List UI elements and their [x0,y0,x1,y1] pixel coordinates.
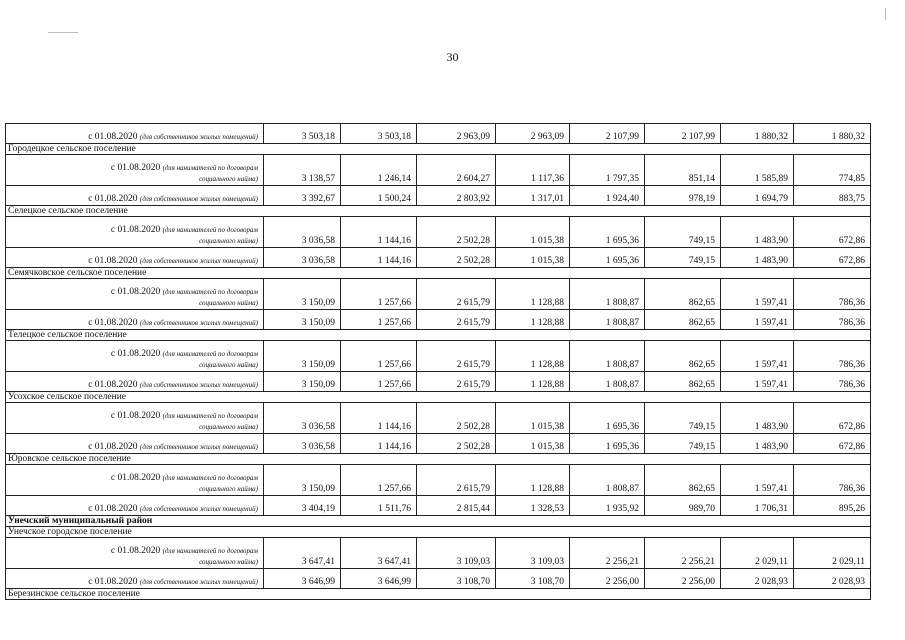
tariff-row [6,538,871,569]
value-cell: 862,65 [645,465,721,496]
category-note: (для собственников жилых помещений) [139,319,258,327]
row-label [6,341,264,372]
value-cell: 895,26 [794,496,871,516]
value-cell: 1 257,66 [341,341,417,372]
date-prefix: с 01.08.2020 [88,318,138,328]
value-cell: 2 615,79 [417,341,496,372]
value-cell: 1 880,32 [721,124,794,144]
value-cell: 1 128,88 [496,372,570,392]
value-cell: 3 108,70 [417,569,496,589]
category-note-continued: социального найма) [199,237,258,245]
category-note: (для нанимателей по договорам [162,547,258,555]
settlement-header-row [6,330,871,341]
settlement-header-row [6,454,871,465]
value-cell: 672,86 [794,248,871,268]
section-title: Селецкое сельское поселение [6,206,871,217]
row-label [6,186,264,206]
value-cell: 989,70 [645,496,721,516]
row-label [6,372,264,392]
value-cell: 1 808,87 [570,341,645,372]
section-title: Юровское сельское поселение [6,454,871,465]
value-cell: 1 144,16 [341,217,417,248]
value-cell: 749,15 [645,217,721,248]
tariff-row [6,465,871,496]
value-cell: 862,65 [645,372,721,392]
value-cell: 1 257,66 [341,310,417,330]
value-cell: 1 808,87 [570,279,645,310]
value-cell: 1 128,88 [496,465,570,496]
value-cell: 1 144,16 [341,434,417,454]
row-label [6,538,264,569]
date-prefix: с 01.08.2020 [88,256,138,266]
category-note: (для нанимателей по договорам [162,474,258,482]
value-cell: 1 015,38 [496,248,570,268]
category-note: (для нанимателей по договорам [162,226,258,234]
value-cell: 1 597,41 [721,465,794,496]
value-cell: 3 036,58 [264,403,341,434]
value-cell: 2 963,09 [496,124,570,144]
value-cell: 2 256,21 [570,538,645,569]
value-cell: 749,15 [645,403,721,434]
section-title: Городецкое сельское поселение [6,144,871,155]
value-cell: 2 502,28 [417,434,496,454]
value-cell: 1 808,87 [570,310,645,330]
date-prefix: с 01.08.2020 [110,349,161,359]
date-prefix: с 01.08.2020 [110,225,161,235]
value-cell: 3 150,09 [264,341,341,372]
value-cell: 1 808,87 [570,372,645,392]
value-cell: 1 483,90 [721,434,794,454]
value-cell: 1 483,90 [721,217,794,248]
settlement-header-row [6,527,871,538]
tariff-row [6,569,871,589]
tariff-row [6,217,871,248]
value-cell: 1 808,87 [570,465,645,496]
category-note-continued: социального найма) [199,423,258,431]
value-cell: 2 107,99 [645,124,721,144]
value-cell: 1 257,66 [341,279,417,310]
value-cell: 2 615,79 [417,465,496,496]
tariff-table [5,123,871,600]
value-cell: 774,85 [794,155,871,186]
tariff-row [6,372,871,392]
settlement-header-row [6,206,871,217]
value-cell: 3 036,58 [264,248,341,268]
value-cell: 1 695,36 [570,434,645,454]
row-label [6,279,264,310]
scan-mark [885,8,886,20]
value-cell: 3 138,57 [264,155,341,186]
value-cell: 1 935,92 [570,496,645,516]
category-note: (для собственников жилых помещений) [139,578,258,586]
value-cell: 1 597,41 [721,279,794,310]
value-cell: 2 256,21 [645,538,721,569]
value-cell: 2 029,11 [794,538,871,569]
value-cell: 1 695,36 [570,248,645,268]
value-cell: 1 483,90 [721,403,794,434]
date-prefix: с 01.08.2020 [88,577,138,587]
value-cell: 749,15 [645,434,721,454]
section-title: Телецкое сельское поселение [6,330,871,341]
tariff-row [6,496,871,516]
value-cell: 1 144,16 [341,403,417,434]
category-note: (для собственников жилых помещений) [139,381,258,389]
category-note: (для нанимателей по договорам [162,350,258,358]
value-cell: 1 511,76 [341,496,417,516]
value-cell: 2 502,28 [417,403,496,434]
value-cell: 2 815,44 [417,496,496,516]
section-title: Березинское сельское поселение [6,589,871,600]
value-cell: 1 328,53 [496,496,570,516]
settlement-header-row [6,268,871,279]
row-label [6,155,264,186]
category-note: (для собственников жилых помещений) [139,443,258,451]
value-cell: 2 615,79 [417,279,496,310]
value-cell: 3 150,09 [264,465,341,496]
tariff-row [6,310,871,330]
value-cell: 1 585,89 [721,155,794,186]
value-cell: 1 500,24 [341,186,417,206]
value-cell: 1 597,41 [721,372,794,392]
value-cell: 2 028,93 [794,569,871,589]
value-cell: 3 109,03 [496,538,570,569]
value-cell: 1 257,66 [341,372,417,392]
value-cell: 2 963,09 [417,124,496,144]
value-cell: 1 144,16 [341,248,417,268]
value-cell: 749,15 [645,248,721,268]
settlement-header-row [6,589,871,600]
value-cell: 3 404,19 [264,496,341,516]
value-cell: 862,65 [645,279,721,310]
date-prefix: с 01.08.2020 [110,163,161,173]
page-number: 30 [446,50,459,64]
value-cell: 1 117,36 [496,155,570,186]
settlement-header-row [6,144,871,155]
section-title: Унечское городское поселение [6,527,871,538]
value-cell: 3 646,99 [264,569,341,589]
category-note: (для собственников жилых помещений) [139,505,258,513]
value-cell: 2 615,79 [417,372,496,392]
value-cell: 883,75 [794,186,871,206]
date-prefix: с 01.08.2020 [110,473,161,483]
row-label [6,217,264,248]
category-note-continued: социального найма) [199,361,258,369]
tariff-row [6,403,871,434]
date-prefix: с 01.08.2020 [88,132,138,142]
value-cell: 3 036,58 [264,217,341,248]
tariff-table-body [6,124,871,600]
value-cell: 1 797,35 [570,155,645,186]
value-cell: 1 695,36 [570,403,645,434]
category-note: (для нанимателей по договорам [162,288,258,296]
district-header-row [6,516,871,527]
value-cell: 1 483,90 [721,248,794,268]
tariff-row [6,186,871,206]
section-title: Семячковское сельское поселение [6,268,871,279]
value-cell: 1 128,88 [496,310,570,330]
category-note: (для собственников жилых помещений) [139,195,258,203]
row-label [6,569,264,589]
section-title: Унечский муниципальный район [6,516,871,527]
tariff-row [6,155,871,186]
value-cell: 3 392,67 [264,186,341,206]
row-label [6,434,264,454]
value-cell: 672,86 [794,434,871,454]
tariff-row [6,248,871,268]
row-label [6,496,264,516]
value-cell: 2 502,28 [417,248,496,268]
value-cell: 3 503,18 [264,124,341,144]
value-cell: 1 246,14 [341,155,417,186]
value-cell: 2 502,28 [417,217,496,248]
value-cell: 672,86 [794,217,871,248]
value-cell: 786,36 [794,341,871,372]
value-cell: 786,36 [794,310,871,330]
date-prefix: с 01.08.2020 [88,442,138,452]
value-cell: 786,36 [794,279,871,310]
value-cell: 2 604,27 [417,155,496,186]
value-cell: 862,65 [645,341,721,372]
value-cell: 3 646,99 [341,569,417,589]
value-cell: 3 109,03 [417,538,496,569]
value-cell: 1 597,41 [721,341,794,372]
date-prefix: с 01.08.2020 [88,194,138,204]
category-note: (для собственников жилых помещений) [139,257,258,265]
value-cell: 2 615,79 [417,310,496,330]
date-prefix: с 01.08.2020 [88,504,138,514]
value-cell: 1 257,66 [341,465,417,496]
value-cell: 1 597,41 [721,310,794,330]
category-note-continued: социального найма) [199,558,258,566]
value-cell: 3 036,58 [264,434,341,454]
row-label [6,124,264,144]
date-prefix: с 01.08.2020 [110,546,161,556]
value-cell: 3 150,09 [264,310,341,330]
row-label [6,403,264,434]
row-label [6,248,264,268]
value-cell: 1 924,40 [570,186,645,206]
tariff-row [6,434,871,454]
value-cell: 1 015,38 [496,217,570,248]
category-note-continued: социального найма) [199,485,258,493]
value-cell: 978,19 [645,186,721,206]
scan-mark [48,32,78,33]
settlement-header-row [6,392,871,403]
section-title: Усохское сельское поселение [6,392,871,403]
value-cell: 2 028,93 [721,569,794,589]
value-cell: 786,36 [794,372,871,392]
value-cell: 862,65 [645,310,721,330]
value-cell: 1 317,01 [496,186,570,206]
value-cell: 3 503,18 [341,124,417,144]
date-prefix: с 01.08.2020 [88,380,138,390]
value-cell: 2 029,11 [721,538,794,569]
row-label [6,310,264,330]
category-note: (для собственников жилых помещений) [139,133,258,141]
value-cell: 1 695,36 [570,217,645,248]
value-cell: 1 128,88 [496,279,570,310]
value-cell: 1 880,32 [794,124,871,144]
value-cell: 1 015,38 [496,403,570,434]
value-cell: 2 256,00 [645,569,721,589]
value-cell: 1 015,38 [496,434,570,454]
date-prefix: с 01.08.2020 [110,411,161,421]
category-note: (для нанимателей по договорам [162,412,258,420]
value-cell: 3 150,09 [264,279,341,310]
value-cell: 786,36 [794,465,871,496]
value-cell: 2 803,92 [417,186,496,206]
value-cell: 2 107,99 [570,124,645,144]
value-cell: 851,14 [645,155,721,186]
value-cell: 1 694,79 [721,186,794,206]
category-note-continued: социального найма) [199,299,258,307]
tariff-row [6,341,871,372]
value-cell: 3 150,09 [264,372,341,392]
tariff-row [6,124,871,144]
tariff-row [6,279,871,310]
value-cell: 3 647,41 [341,538,417,569]
value-cell: 2 256,00 [570,569,645,589]
row-label [6,465,264,496]
value-cell: 1 706,31 [721,496,794,516]
date-prefix: с 01.08.2020 [110,287,161,297]
value-cell: 1 128,88 [496,341,570,372]
value-cell: 3 647,41 [264,538,341,569]
value-cell: 672,86 [794,403,871,434]
category-note-continued: социального найма) [199,175,258,183]
category-note: (для нанимателей по договорам [162,164,258,172]
value-cell: 3 108,70 [496,569,570,589]
